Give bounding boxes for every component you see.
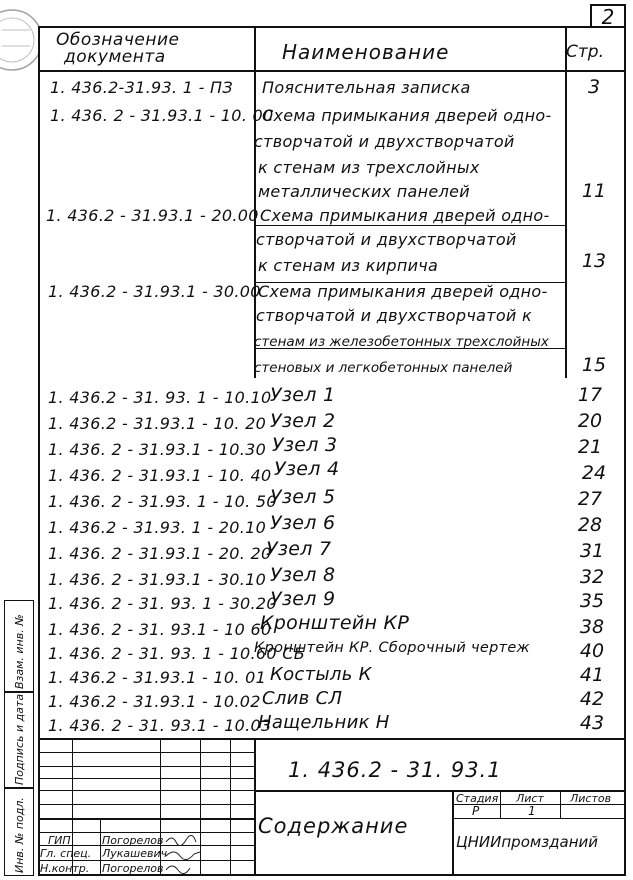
row-page: 28 [577, 514, 603, 536]
row-name: створчатой и двухстворчатой к [256, 306, 532, 325]
row-name: Нащельник Н [258, 712, 390, 733]
row-name: Узел 7 [266, 538, 332, 560]
row-name: Узел 1 [270, 384, 336, 406]
sheet-label: Лист [516, 792, 544, 805]
row-name: Схема примыкания дверей одно- [258, 282, 548, 301]
row-name: створчатой и двухстворчатой [256, 230, 517, 249]
row-name: Костыль К [270, 664, 372, 685]
row-page: 15 [581, 354, 607, 376]
row-page: 24 [581, 462, 607, 484]
row-page: 40 [579, 640, 605, 662]
person-gl-spec: Лукашевич [102, 847, 168, 860]
row-name: Узел 4 [274, 458, 340, 480]
row-name: Узел 9 [270, 588, 336, 610]
row-name: Кронштейн КР [260, 612, 410, 634]
row-code: 1. 436. 2 - 31.93.1 - 10.30 [48, 440, 267, 459]
stage-label: Стадия [456, 792, 499, 805]
row-page: 27 [577, 488, 603, 510]
row-code: 1. 436. 2 - 31.93. 1 - 10. 50 [48, 492, 277, 511]
person-n-kontr: Погорелов [102, 862, 164, 875]
header-designation-line1: Обозначение [56, 30, 180, 50]
row-code: 1. 436.2 - 31.93.1 - 10.02 [48, 692, 261, 711]
archive-stamp [0, 0, 40, 78]
row-code: 1. 436. 2 - 31. 93. 1 - 10.60 СБ [48, 644, 306, 663]
header-divider [38, 70, 626, 72]
row-name: Узел 2 [270, 410, 336, 432]
row-page: 42 [579, 688, 605, 710]
role-n-kontr: Н.контр. [40, 862, 90, 875]
page-number: 2 [590, 4, 626, 28]
row-name: Слив СЛ [262, 688, 343, 709]
grid-line [38, 778, 254, 779]
doc-code: 1. 436.2 - 31. 93.1 [288, 758, 502, 782]
column-divider [254, 26, 256, 378]
grid-line [38, 818, 254, 820]
row-code: 1. 436.2 - 31.93.1 - 10. 20 [48, 414, 267, 433]
row-page: 21 [577, 436, 603, 458]
organization: ЦНИИпромзданий [456, 833, 599, 851]
grid-line [100, 818, 101, 876]
row-code: 1. 436. 2 - 31. 93.1 - 10 60 [48, 620, 272, 639]
row-page: 11 [581, 180, 607, 202]
row-page: 20 [577, 410, 603, 432]
row-code: 1. 436.2 - 31.93.1 - 10. 01 [48, 668, 267, 687]
doc-title: Содержание [258, 814, 409, 838]
row-page: 13 [581, 250, 607, 272]
row-name: Кронштейн КР. Сборочный чертеж [254, 640, 530, 656]
row-page: 32 [579, 566, 605, 588]
sidebar-podpis-data [4, 692, 34, 788]
row-code: 1. 436.2-31.93. 1 - ПЗ [50, 78, 233, 97]
row-code: 1. 436.2 - 31.93.1 - 30.00 [48, 282, 261, 301]
sheets-label: Листов [570, 792, 612, 805]
row-code: 1. 436. 2 - 31.93.1 - 20. 20 [48, 544, 272, 563]
grid-line [38, 790, 254, 791]
row-name: к стенам из трехслойных [258, 158, 480, 177]
row-divider [254, 225, 565, 226]
row-code: 1. 436. 2 - 31. 93. 1 - 30.20 [48, 594, 277, 613]
person-gip: Погорелов [102, 834, 164, 847]
header-designation [56, 32, 179, 66]
grid-line [38, 752, 254, 753]
grid-line [38, 804, 254, 805]
title-block-divider [500, 790, 501, 818]
row-name: Схема примыкания дверей одно- [262, 106, 552, 125]
sidebar-vzam-inv-label: Взам. инв. № [13, 614, 26, 689]
role-gl-spec: Гл. спец. [40, 847, 92, 860]
row-page: 31 [579, 540, 605, 562]
row-code: 1. 436. 2 - 31.93.1 - 10. 00 [50, 106, 274, 125]
row-name: к стенам из кирпича [258, 256, 439, 275]
stage-value: Р [472, 804, 480, 818]
row-name: стенам из железобетонных трехслойных [254, 334, 549, 350]
row-name: Узел 8 [270, 564, 336, 586]
title-block-divider [254, 738, 256, 876]
row-name: Узел 3 [272, 434, 338, 456]
header-designation-line2: документа [64, 47, 166, 67]
row-name: Узел 6 [270, 512, 336, 534]
row-name: стеновых и легкобетонных панелей [254, 360, 513, 376]
row-name: металлических панелей [258, 182, 470, 201]
row-name: Узел 5 [270, 486, 336, 508]
sheet-value: 1 [528, 804, 536, 818]
row-page: 35 [579, 590, 605, 612]
title-block-divider [452, 790, 454, 876]
header-name: Наименование [282, 40, 450, 64]
role-gip: ГИП [48, 834, 71, 847]
row-page: 3 [587, 76, 601, 98]
sidebar-vzam-inv [4, 600, 34, 692]
sidebar-inv-podl-label: Инв. № подл. [13, 797, 26, 873]
row-code: 1. 436. 2 - 31.93.1 - 10. 40 [48, 466, 272, 485]
row-page: 17 [577, 384, 603, 406]
header-page: Стр. [566, 42, 604, 62]
title-block-divider [452, 818, 626, 819]
row-page: 43 [579, 712, 605, 734]
title-block-top [38, 738, 626, 740]
signatures [162, 832, 230, 876]
row-code: 1. 436. 2 - 31. 93.1 - 10.03 [48, 716, 272, 735]
row-code: 1. 436.2 - 31.93.1 - 20.00 [46, 206, 259, 225]
grid-line [230, 738, 231, 876]
row-name: Схема примыкания дверей одно- [260, 206, 550, 225]
sidebar-podpis-data-label: Подпись и дата [13, 693, 26, 785]
row-name: створчатой и двухстворчатой [254, 132, 515, 151]
row-page: 38 [579, 616, 605, 638]
column-divider [565, 26, 567, 378]
row-name: Пояснительная записка [262, 78, 471, 97]
row-code: 1. 436.2 - 31. 93. 1 - 10.10 [48, 388, 272, 407]
title-block-divider [560, 790, 561, 818]
sidebar-inv-podl [4, 788, 34, 876]
row-page: 41 [579, 664, 605, 686]
grid-line [38, 766, 254, 767]
row-code: 1. 436.2 - 31.93. 1 - 20.10 [48, 518, 267, 537]
row-code: 1. 436. 2 - 31.93.1 - 30.10 [48, 570, 267, 589]
